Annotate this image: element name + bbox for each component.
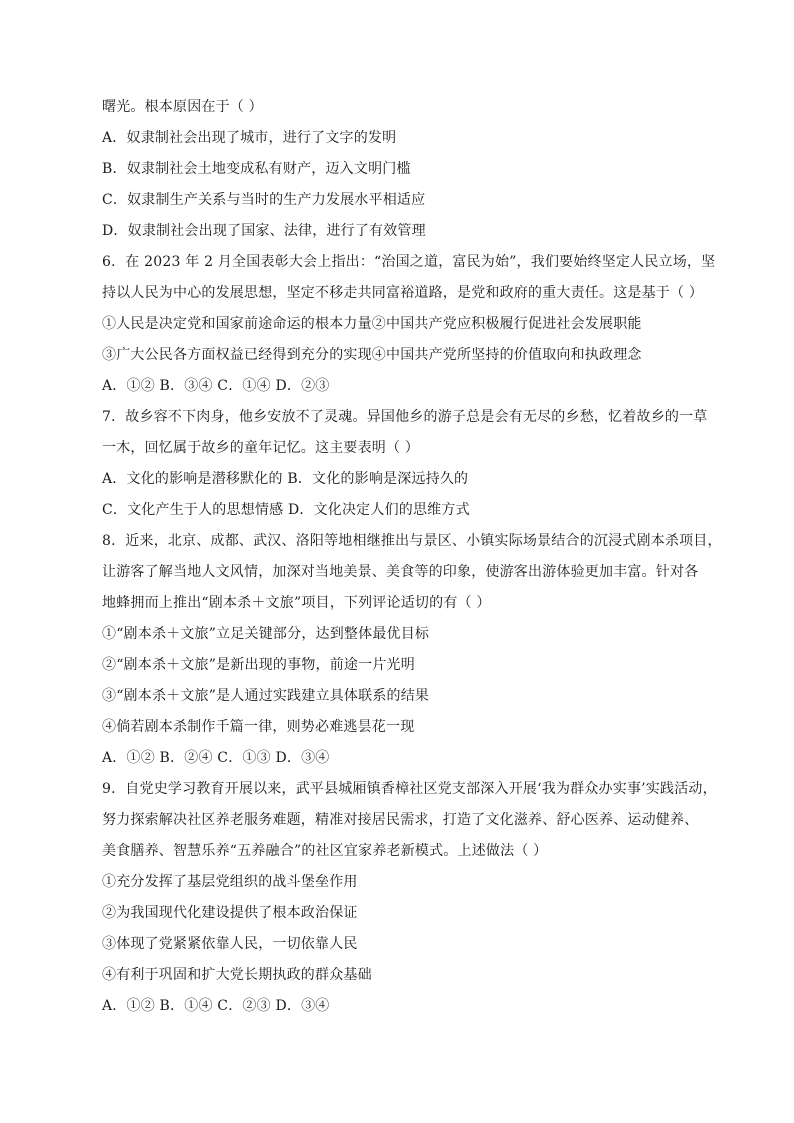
question-7-options-ab: A．文化的影响是潜移默化的 B．文化的影响是深远持久的 <box>102 471 469 487</box>
question-6-statements-line-2: ③广大公民各方面权益已经得到充分的实现④中国共产党所坚持的价值取向和执政理念 <box>102 347 642 363</box>
question-6 <box>102 247 716 402</box>
question-5-option-a: A．奴隶制社会出现了城市，进行了文字的发明 <box>102 130 397 146</box>
question-8-statement-2: ②“剧本杀＋文旅”是新出现的事物，前途一片光明 <box>102 657 415 673</box>
question-8-answer-options: A．①② B．②④ C．①③ D．③④ <box>102 750 330 766</box>
question-8-statement-3: ③“剧本杀＋文旅”是人通过实践建立具体联系的结果 <box>102 688 430 704</box>
question-9-statement-1: ①充分发挥了基层党组织的战斗堡垒作用 <box>102 874 358 890</box>
question-7 <box>102 402 708 526</box>
question-6-stem-line-2: 持以人民为中心的发展思想，坚定不移走共同富裕道路，是党和政府的重大责任。这是基于（ ） <box>102 285 704 301</box>
question-5-stem-tail: 曙光。根本原因在于（ ） <box>102 99 263 115</box>
question-9 <box>102 774 717 1022</box>
question-5 <box>102 92 702 247</box>
exam-page <box>102 92 722 1022</box>
question-8-statement-4: ④倘若剧本杀制作千篇一律，则势必难逃昙花一现 <box>102 719 415 735</box>
question-5-option-c: C．奴隶制生产关系与当时的生产力发展水平相适应 <box>102 192 426 208</box>
question-6-answer-options: A．①② B．③④ C．①④ D．②③ <box>102 378 330 394</box>
question-9-statement-3: ③体现了党紧紧依靠人民，一切依靠人民 <box>102 936 358 952</box>
question-7-options-cd: C．文化产生于人的思想情感 D．文化决定人们的思维方式 <box>102 502 470 518</box>
question-6-stem-line-1: 6．在 2023 年 2 月全国表彰大会上指出：“治国之道，富民为始”，我们要始终坚定人民立场，坚 <box>102 254 716 270</box>
question-8-stem-line-2: 让游客了解当地人文风情，加深对当地美景、美食等的印象，使游客出游体验更加丰富。针对各 <box>102 564 699 580</box>
question-8-stem-line-1: 8．近来，北京、成都、武汉、洛阳等地相继推出与景区、小镇实际场景结合的沉浸式剧本杀项目， <box>102 533 722 549</box>
question-8-stem-line-3: 地蜂拥而上推出“剧本杀＋文旅”项目，下列评论适切的有（ ） <box>102 595 491 611</box>
question-5-option-d: D．奴隶制社会出现了国家、法律，进行了有效管理 <box>102 223 426 239</box>
question-9-stem-line-1: 9．自党史学习教育开展以来，武平县城厢镇香樟社区党支部深入开展‘我为群众办实事’实践活动， <box>102 781 717 797</box>
question-9-statement-4: ④有利于巩固和扩大党长期执政的群众基础 <box>102 967 372 983</box>
question-9-stem-line-3: 美食膳养、智慧乐养“五养融合”的社区宜家养老新模式。上述做法（ ） <box>102 843 548 859</box>
question-9-answer-options: A．①② B．①④ C．②③ D．③④ <box>102 998 330 1014</box>
question-5-option-b: B．奴隶制社会土地变成私有财产，迈入文明门槛 <box>102 161 411 177</box>
question-8-statement-1: ①“剧本杀＋文旅”立足关键部分，达到整体最优目标 <box>102 626 430 642</box>
question-6-statements-line-1: ①人民是决定党和国家前途命运的根本力量②中国共产党应积极履行促进社会发展职能 <box>102 316 642 332</box>
question-9-statement-2: ②为我国现代化建设提供了根本政治保证 <box>102 905 358 921</box>
question-9-stem-line-2: 努力探索解决社区养老服务难题，精准对接居民需求，打造了文化滋养、舒心医养、运动健养、 <box>102 812 699 828</box>
question-8 <box>102 526 722 774</box>
question-7-stem-line-1: 7．故乡容不下肉身，他乡安放不了灵魂。异国他乡的游子总是会有无尽的乡愁，忆着故乡的一草 <box>102 409 708 425</box>
question-7-stem-line-2: 一木，回忆属于故乡的童年记忆。这主要表明（ ） <box>102 440 420 456</box>
